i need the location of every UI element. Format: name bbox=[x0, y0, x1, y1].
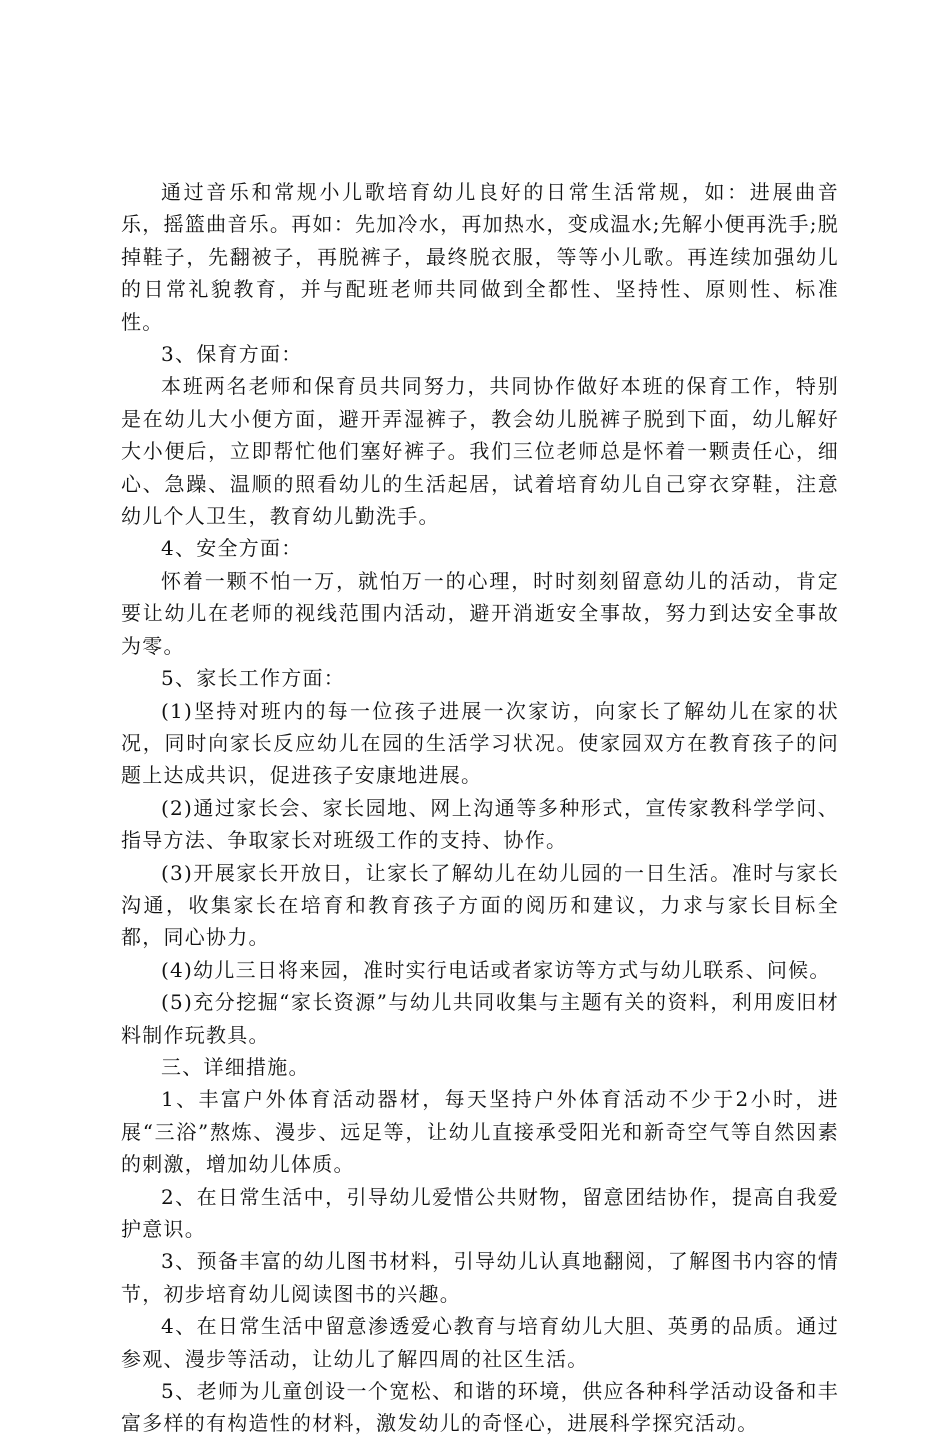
paragraph-childcare: 本班两名老师和保育员共同努力，共同协作做好本班的保育工作，特别是在幼儿大小便方面，避开弄湿裤子，教会幼儿脱裤子脱到下面，幼儿解好大小便后，立即帮忙他们塞好裤子。我们三位老师总是怀着一颗责任心，细心、急躁、温顺的照看幼儿的生活起居，试着培育幼儿自己穿衣穿鞋，注意幼儿个人卫生，教育幼儿勤洗手。 bbox=[121, 374, 839, 529]
paragraph-measure-1: 1、丰富户外体育活动器材，每天坚持户外体育活动不少于2小时，进展“三浴”熬炼、漫步、远足等，让幼儿直接承受阳光和新奇空气等自然因素的刺激，增加幼儿体质。 bbox=[121, 1087, 839, 1177]
paragraph-safety: 怀着一颗不怕一万，就怕万一的心理，时时刻刻留意幼儿的活动，肯定要让幼儿在老师的视线范围内活动，避开消逝安全事故，努力到达安全事故为零。 bbox=[121, 568, 839, 658]
paragraph-parent-item-5: (5)充分挖掘“家长资源”与幼儿共同收集与主题有关的资料，利用废旧材料制作玩教具。 bbox=[121, 990, 839, 1047]
paragraph-parent-item-4: (4)幼儿三日将来园，准时实行电话或者家访等方式与幼儿联系、问候。 bbox=[161, 957, 831, 982]
paragraph-measure-2: 2、在日常生活中，引导幼儿爱惜公共财物，留意团结协作，提高自我爱护意识。 bbox=[121, 1184, 839, 1241]
heading-safety: 4、安全方面： bbox=[161, 536, 303, 561]
document-page bbox=[121, 176, 839, 1440]
paragraph-parent-item-1: (1)坚持对班内的每一位孩子进展一次家访，向家长了解幼儿在家的状况，同时向家长反应幼儿在园的生活学习状况。使家园双方在教育孩子的问题上达成共识，促进孩子安康地进展。 bbox=[121, 698, 839, 788]
heading-parent-work: 5、家长工作方面： bbox=[161, 666, 345, 691]
paragraph-daily-routine: 通过音乐和常规小儿歌培育幼儿良好的日常生活常规，如：进展曲音乐，摇篮曲音乐。再如：先加冷水，再加热水，变成温水;先解小便再洗手;脱掉鞋子，先翻被子，再脱裤子，最终脱衣服，等等小儿歌。再连续加强幼儿的日常礼貌教育，并与配班老师共同做到全都性、坚持性、原则性、标准性。 bbox=[121, 180, 839, 334]
heading-childcare: 3、保育方面： bbox=[161, 342, 303, 367]
paragraph-measure-5: 5、老师为儿童创设一个宽松、和谐的环境，供应各种科学活动设备和丰富多样的有构造性的材料，激发幼儿的奇怪心，进展科学探究活动。 bbox=[121, 1379, 839, 1436]
heading-measures: 三、详细措施。 bbox=[161, 1054, 310, 1079]
paragraph-measure-3: 3、预备丰富的幼儿图书材料，引导幼儿认真地翻阅，了解图书内容的情节，初步培育幼儿阅读图书的兴趣。 bbox=[121, 1249, 839, 1306]
paragraph-measure-4: 4、在日常生活中留意渗透爱心教育与培育幼儿大胆、英勇的品质。通过参观、漫步等活动，让幼儿了解四周的社区生活。 bbox=[121, 1314, 839, 1371]
paragraph-parent-item-2: (2)通过家长会、家长园地、网上沟通等多种形式，宣传家教科学学问、指导方法、争取家长对班级工作的支持、协作。 bbox=[121, 795, 839, 853]
paragraph-parent-item-3: (3)开展家长开放日，让家长了解幼儿在幼儿园的一日生活。准时与家长沟通，收集家长在培育和教育孩子方面的阅历和建议，力求与家长目标全都，同心协力。 bbox=[121, 860, 839, 950]
